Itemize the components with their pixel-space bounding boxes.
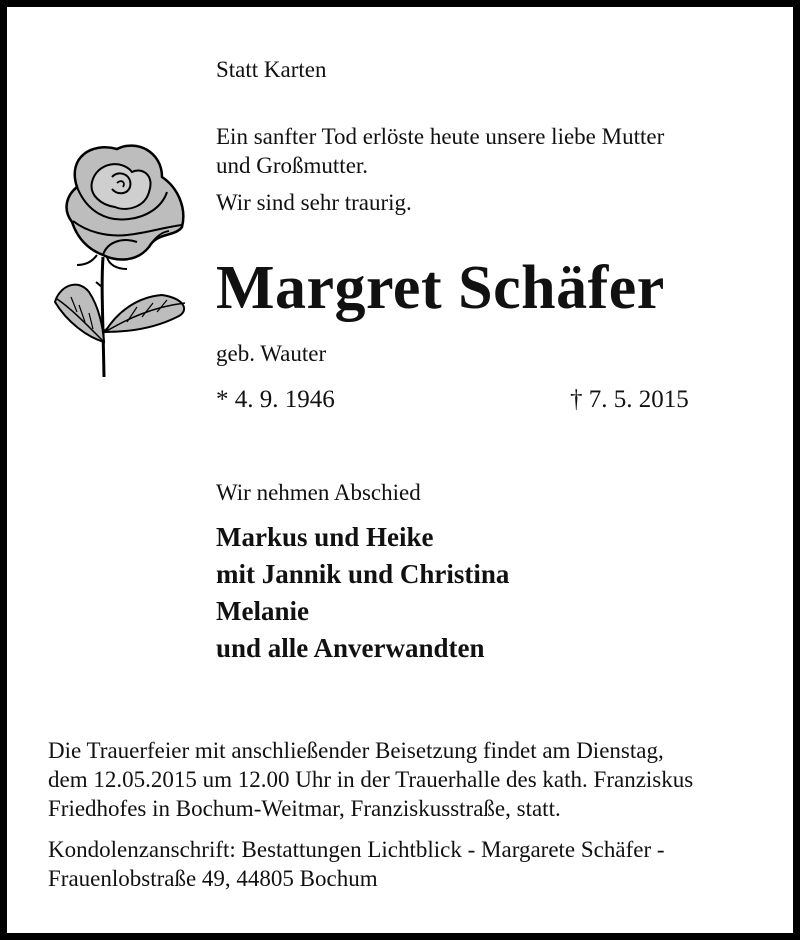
intro-text: Statt Karten [216,57,327,82]
message-line: und Großmutter. [216,153,369,178]
mourners-list [216,519,509,667]
birth-date: * 4. 9. 1946 [216,386,335,413]
farewell-intro: Wir nehmen Abschied [216,480,421,505]
deceased-name: Margret Schäfer [216,254,665,322]
condolence-line: Kondolenzanschrift: Bestattungen Lichtblick - Margarete Schäfer - [48,837,665,862]
mourner: Markus und Heike [216,522,434,552]
mourner: und alle Anverwandten [216,633,485,663]
maiden-name: geb. Wauter [216,341,327,366]
mourner: Melanie [216,596,309,626]
condolence-line: Frauenlobstraße 49, 44805 Bochum [48,866,378,891]
message-line: Wir sind sehr traurig. [216,190,412,215]
ceremony-line: dem 12.05.2015 um 12.00 Uhr in der Trauerhalle des kath. Franziskus [48,767,694,792]
message-line: Ein sanfter Tod erlöste heute unsere liebe Mutter [216,124,665,149]
death-date: † 7. 5. 2015 [570,386,689,413]
ceremony-line: Friedhofes in Bochum-Weitmar, Franziskusstraße, statt. [48,796,561,821]
rose-icon [37,137,197,382]
mourner: mit Jannik und Christina [216,559,510,589]
ceremony-line: Die Trauerfeier mit anschließender Beisetzung findet am Dienstag, [48,738,664,763]
